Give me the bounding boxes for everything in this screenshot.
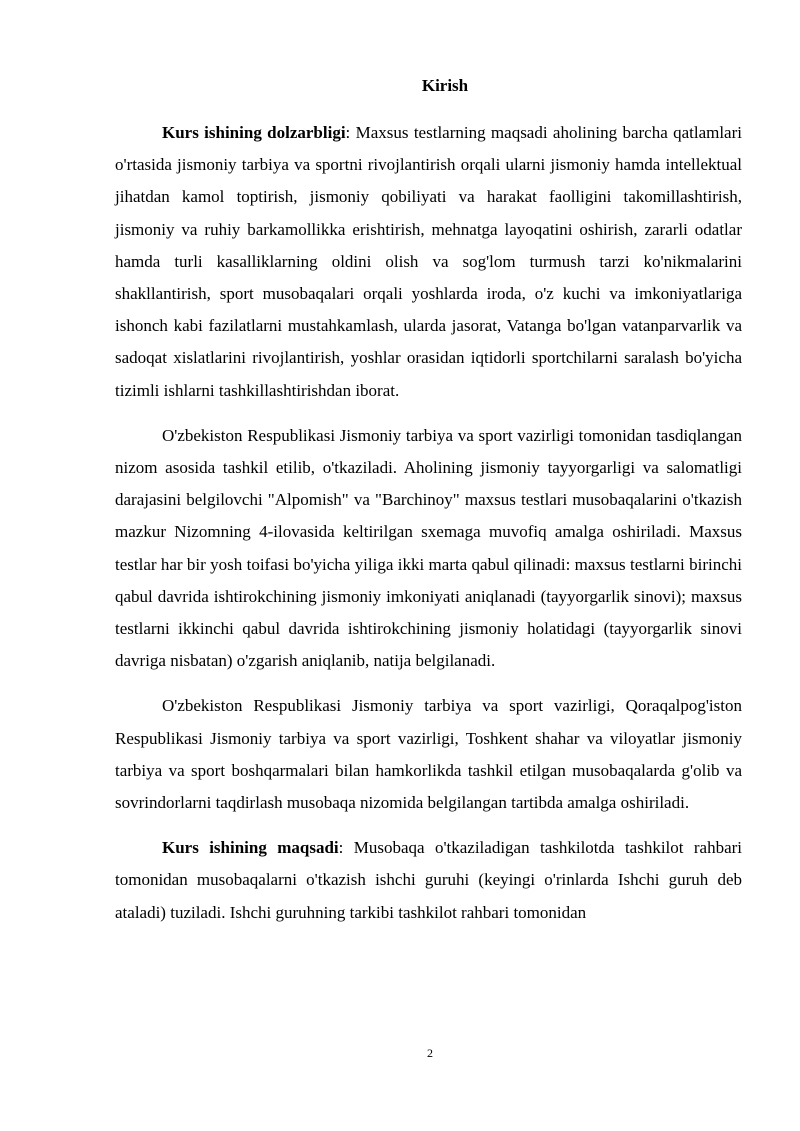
paragraph-regulation xyxy=(115,420,742,678)
paragraph-heading: Kurs ishining dolzarbligi xyxy=(162,123,346,142)
paragraph-text: O'zbekiston Respublikasi Jismoniy tarbiya va sport vazirligi, Qoraqalpog'iston Respublikasi Jismoniy tarbiya va sport vazirligi, Toshkent shahar va viloyatlar jismoniy tarbiya va sport boshqarmalari bilan hamkorlikda tashkil etilgan musobaqalarda g'olib va sovrindorlarni taqdirlash musobaqa nizomida belgilangan tartibda amalga oshiriladi. xyxy=(115,696,742,813)
paragraph-text: O'zbekiston Respublikasi Jismoniy tarbiya va sport vazirligi tomonidan tasdiqlangan nizom asosida tashkil etilib, o'tkaziladi. Aholining jismoniy tayyorgarligi va salomatligi darajasini belgilovchi "Alpomish" va "Barchinoy" maxsus testlari musobaqalarini o'tkazish mazkur Nizomning 4-ilovasida keltirilgan sxemaga muvofiq amalga oshiriladi. Maxsus testlar har bir yosh toifasi bo'yicha yiliga ikki marta qabul qilinadi: maxsus testlarni birinchi qabul davrida ishtirokchining jismoniy imkoniyati aniqlanadi (tayyorgarlik sinovi); maxsus testlarni ikkinchi qabul davrida ishtirokchining jismoniy holatidagi (tayyorgarlik sinovi davriga nisbatan) o'zgarish aniqlanib, natija belgilanadi. xyxy=(115,425,742,671)
section-title: Kirish xyxy=(421,76,469,95)
page-number: 2 xyxy=(427,1046,433,1060)
paragraph-heading: Kurs ishining maqsadi xyxy=(162,838,339,858)
paragraph-text: Maxsus testlarning maqsadi aholining barcha qatlamlari o'rtasida jismoniy tarbiya va sportni rivojlantirish orqali ularni jismoniy hamda intellektual jihatdan kamol toptirish, jismoniy qobiliyati va harakat faolligini takomillashtirish, jismoniy va ruhiy barkamollikka erishtirish, mehnatga layoqatini oshirish, zararli odatlar hamda turli kasalliklarning oldini olish va sog'lom turmush tarzi ko'nikmalarini shakllantirish, sport musobaqalari orqali yoshlarda iroda, o'z kuchi va imkoniyatlariga ishonch kabi fazilatlarni mustahkamlash, ularda jasorat, Vatanga bo'lgan vatanparvarlik va sadoqat xislatlarini rivojlantirish, yoshlar orasidan iqtidorli sportchilarni saralash bo'yicha tizimli ishlarni tashkillashtirishdan iborat. xyxy=(115,123,742,400)
paragraph-awards xyxy=(115,690,742,819)
paragraph-relevance xyxy=(115,117,742,407)
heading-separator: : xyxy=(345,123,356,142)
body-text xyxy=(115,117,742,942)
paragraph-goal xyxy=(115,832,742,929)
heading-separator: : xyxy=(338,838,354,858)
paragraph-text: Musobaqa o'tkaziladigan tashkilotda tashkilot rahbari tomonidan musobaqalarni o'tkazish ishchi guruhi (keyingi o'rinlarda Ishchi guruh deb ataladi) tuziladi. Ishchi guruhning tarkibi tashkilot rahbari tomonidan xyxy=(115,838,743,922)
